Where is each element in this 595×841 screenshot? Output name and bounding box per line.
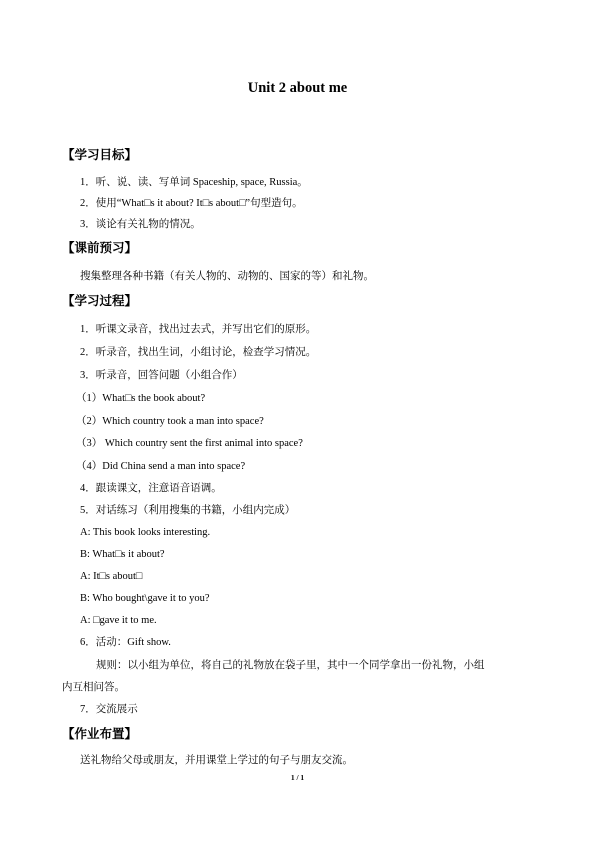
- heading-preview: 【课前预习】: [62, 240, 138, 255]
- heading-homework: 【作业布置】: [62, 726, 138, 741]
- question-2: （2）Which country took a man into space?: [76, 416, 264, 427]
- preview-item-1: 搜集整理各种书籍（有关人物的、动物的、国家的等）和礼物。: [80, 271, 374, 282]
- process-item-6: 6．活动：Gift show.: [80, 637, 171, 648]
- process-item-7: 7．交流展示: [80, 704, 138, 715]
- rule-line-1: 规则：以小组为单位，将自己的礼物放在袋子里，其中一个同学拿出一份礼物，小组: [96, 660, 485, 671]
- heading-learning-goals: 【学习目标】: [62, 147, 138, 162]
- process-item-1: 1．听课文录音，找出过去式，并写出它们的原形。: [80, 324, 317, 335]
- homework-item-1: 送礼物给父母或朋友，并用课堂上学过的句子与朋友交流。: [80, 755, 353, 766]
- page-number: 1 / 1: [290, 773, 305, 782]
- dialogue-line-1: A: This book looks interesting.: [80, 527, 211, 538]
- document-title: Unit 2 about me: [247, 80, 348, 96]
- question-3: （3） Which country sent the first animal into space?: [76, 438, 303, 449]
- dialogue-line-2: B: What□s it about?: [80, 549, 165, 560]
- heading-learning-process: 【学习过程】: [62, 293, 138, 308]
- rule-line-2: 内互相问答。: [62, 682, 125, 693]
- process-item-2: 2．听录音，找出生词，小组讨论，检查学习情况。: [80, 347, 317, 358]
- question-4: （4）Did China send a man into space?: [76, 461, 246, 472]
- process-item-5: 5．对话练习（利用搜集的书籍，小组内完成）: [80, 505, 296, 516]
- goal-item-1: 1．听、说、读、写单词 Spaceship, space, Russia。: [80, 177, 308, 188]
- process-item-3: 3．听录音，回答问题（小组合作）: [80, 370, 243, 381]
- goal-item-2: 2．使用“What□s it about? It□s about□”句型造句。: [80, 198, 303, 209]
- process-item-4: 4．跟读课文，注意语音语调。: [80, 483, 222, 494]
- question-1: （1）What□s the book about?: [76, 393, 206, 404]
- dialogue-line-4: B: Who bought\gave it to you?: [80, 593, 210, 604]
- dialogue-line-3: A: It□s about□: [80, 571, 143, 582]
- goal-item-3: 3．谈论有关礼物的情况。: [80, 219, 201, 230]
- dialogue-line-5: A: □gave it to me.: [80, 615, 157, 626]
